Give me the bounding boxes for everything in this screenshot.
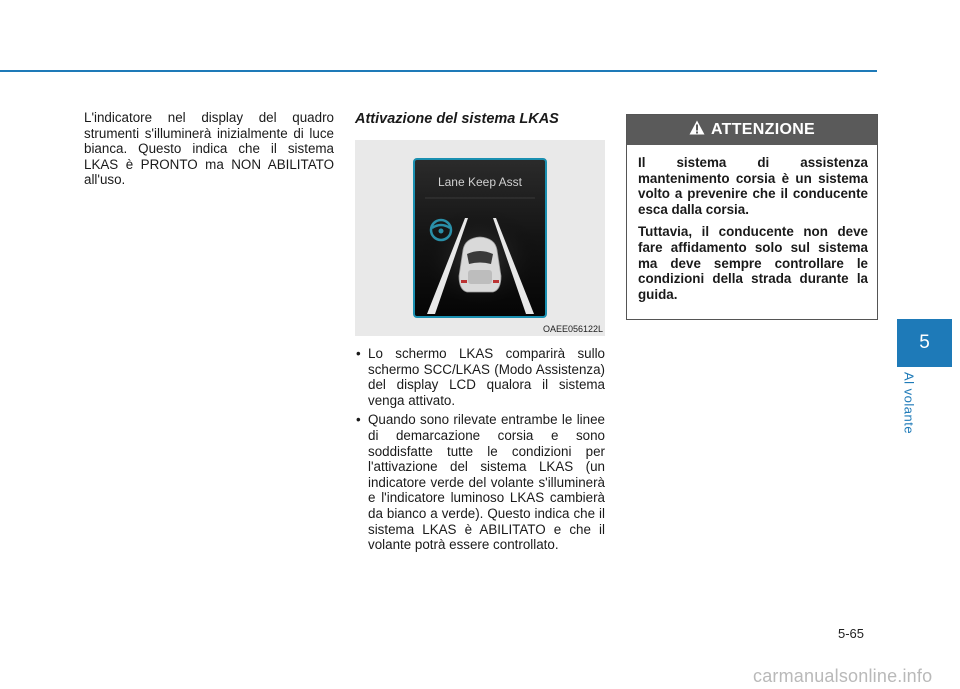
figure-caption: OAEE056122L xyxy=(542,324,603,334)
screen-title: Lane Keep Asst xyxy=(437,175,523,189)
bullet-item: • Quando sono rilevate entrambe le linee di demarcazione corsia e sono soddisfatte tutte le condizioni per l'attivazione del sistema LKAS (un indicatore verde del volante s'illuminerà e l'indicatore luminoso LKAS cambierà da bianco a verde). Questo indica che il sistema LKAS è ABILITATO e che il volante potrà essere controllato. xyxy=(355,412,605,552)
middle-column xyxy=(355,110,605,557)
warning-title: ATTENZIONE xyxy=(710,121,816,138)
warning-box xyxy=(626,114,878,320)
intro-paragraph: L'indicatore nel display del quadro strumenti s'illuminerà inizialmente di luce bianca. Questo indica che il sistema LKAS è PRONTO ma NON ABILITATO all'uso. xyxy=(84,110,334,188)
watermark: carmanualsonline.info xyxy=(753,666,933,686)
warning-paragraph: Tuttavia, il conducente non deve fare affidamento solo sul sistema ma deve sempre controllare le condizioni della strada durante la guida. xyxy=(638,224,868,302)
warning-header xyxy=(627,115,877,145)
section-title: Attivazione del sistema LKAS xyxy=(355,111,559,127)
top-rule xyxy=(0,70,877,72)
chapter-number-tab: 5 xyxy=(897,319,952,367)
chapter-name-text: Al volante xyxy=(901,372,917,435)
lkas-screen-illustration xyxy=(413,158,547,318)
warning-paragraph: Il sistema di assistenza mantenimento corsia è un sistema volto a prevenire che il conducente esca dalla corsia. xyxy=(638,155,868,217)
chapter-name xyxy=(897,372,921,452)
bullet-item: • Lo schermo LKAS comparirà sullo schermo SCC/LKAS (Modo Assistenza) del display LCD qualora il sistema venga attivato. xyxy=(355,346,605,408)
warning-body xyxy=(627,145,877,302)
page-number: 5-65 xyxy=(838,626,865,641)
car-icon xyxy=(459,237,501,292)
left-column xyxy=(84,110,334,188)
lkas-figure xyxy=(355,140,605,336)
bullet-list xyxy=(355,346,605,553)
warning-icon xyxy=(689,120,705,140)
